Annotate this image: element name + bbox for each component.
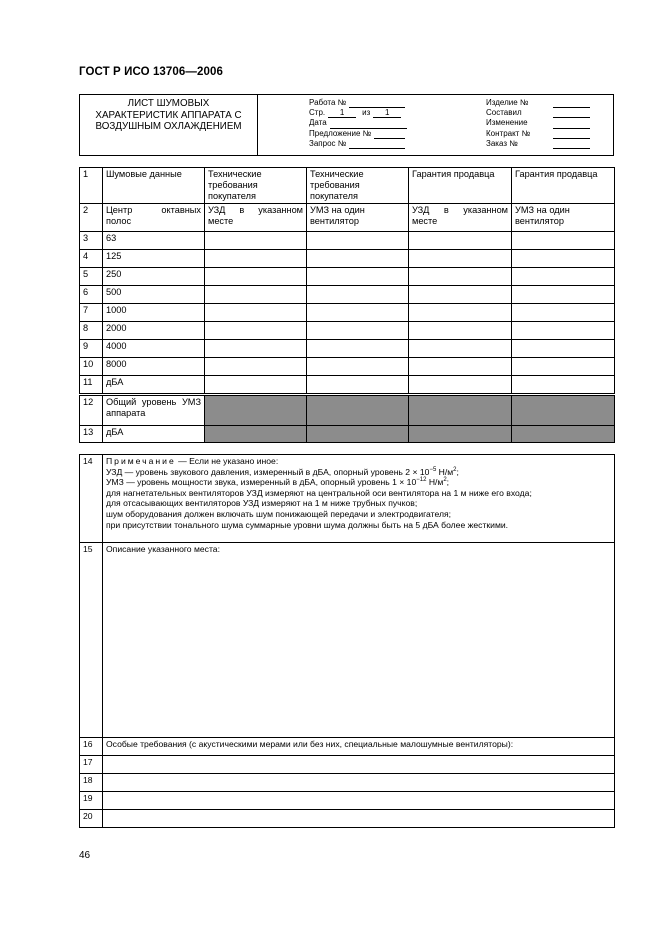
table-row <box>80 810 615 828</box>
row-number: 7 <box>80 304 103 322</box>
row-number: 9 <box>80 340 103 358</box>
value-cell[interactable] <box>307 286 409 304</box>
value-cell[interactable] <box>307 250 409 268</box>
value-cell[interactable] <box>205 250 307 268</box>
note-exponent: 2 <box>453 466 457 473</box>
table-row <box>80 232 615 250</box>
work-field[interactable] <box>349 98 405 108</box>
value-cell[interactable] <box>409 340 512 358</box>
row-label: дБА <box>103 426 205 443</box>
sheet-right-fields <box>486 98 590 149</box>
page-label: Стр. <box>309 108 326 118</box>
special-requirements-field[interactable]: Особые требования (с акустическими мерами или без них, специальные малошумные вентиляторы): <box>103 738 615 756</box>
value-cell[interactable] <box>409 358 512 376</box>
value-cell[interactable] <box>307 376 409 394</box>
location-description-field[interactable]: Описание указанного места: <box>103 543 615 738</box>
value-cell[interactable] <box>205 304 307 322</box>
row-label: Общий уровень УМЗ аппарата <box>103 396 205 426</box>
value-cell[interactable] <box>512 232 615 250</box>
value-cell[interactable] <box>512 340 615 358</box>
sheet-info-block <box>79 94 614 156</box>
change-field[interactable] <box>553 119 590 129</box>
value-cell[interactable] <box>512 358 615 376</box>
header-cell: Гарантия продавца <box>409 168 512 204</box>
note-line: шум оборудования должен включать шум понижающей передачи и электродвигателя; <box>106 508 452 519</box>
table-row <box>80 738 615 756</box>
value-cell[interactable] <box>205 268 307 286</box>
value-cell[interactable] <box>409 304 512 322</box>
table-row <box>80 340 615 358</box>
table-row <box>80 286 615 304</box>
header-cell: УЗД в указанном месте <box>205 204 307 232</box>
empty-entry-cell[interactable] <box>103 810 615 828</box>
table-row <box>80 322 615 340</box>
shaded-cell <box>307 426 409 443</box>
header-cell: УМЗ на один вентилятор <box>512 204 615 232</box>
header-cell: Гарантия продавца <box>512 168 615 204</box>
table-row <box>80 358 615 376</box>
header-cell: УМЗ на один вентилятор <box>307 204 409 232</box>
value-cell[interactable] <box>205 376 307 394</box>
notes-table <box>79 454 615 828</box>
value-cell[interactable] <box>307 340 409 358</box>
request-field[interactable] <box>349 139 405 149</box>
empty-entry-cell[interactable] <box>103 774 615 792</box>
value-cell[interactable] <box>307 358 409 376</box>
table-row <box>80 376 615 394</box>
row-number: 16 <box>80 738 103 756</box>
table-row <box>80 168 615 204</box>
request-label: Запрос № <box>309 138 347 148</box>
row-label: 125 <box>103 250 205 268</box>
item-field[interactable] <box>553 98 590 108</box>
row-label: 500 <box>103 286 205 304</box>
shaded-cell <box>409 426 512 443</box>
value-cell[interactable] <box>409 322 512 340</box>
table-row <box>80 792 615 810</box>
table-row <box>80 268 615 286</box>
value-cell[interactable] <box>512 286 615 304</box>
shaded-cell <box>512 426 615 443</box>
value-cell[interactable] <box>307 304 409 322</box>
row-number: 8 <box>80 322 103 340</box>
row-number: 17 <box>80 756 103 774</box>
contract-label: Контракт № <box>486 128 531 138</box>
row-number: 20 <box>80 810 103 828</box>
row-number: 14 <box>80 455 103 543</box>
header-cell: Технические требования покупателя <box>205 168 307 204</box>
row-number: 15 <box>80 543 103 738</box>
compiled-field[interactable] <box>553 108 590 118</box>
sheet-title-line: ХАРАКТЕРИСТИК АППАРАТА С <box>95 109 242 121</box>
proposal-field[interactable] <box>374 129 405 139</box>
row-label: 8000 <box>103 358 205 376</box>
page-field[interactable]: 1 <box>328 108 356 118</box>
table-row <box>80 774 615 792</box>
note-text: УМЗ — уровень мощности звука, измеренный в дБА, опорный уровень 1 × 10 <box>106 477 417 488</box>
table-row <box>80 455 615 543</box>
shaded-cell <box>512 396 615 426</box>
note-cell <box>103 455 615 543</box>
row-label: 250 <box>103 268 205 286</box>
row-label: 63 <box>103 232 205 250</box>
document-header: ГОСТ Р ИСО 13706—2006 <box>79 66 224 78</box>
row-number: 6 <box>80 286 103 304</box>
note-text: УЗД — уровень звукового давления, измеренный в дБА, опорный уровень 2 × 10 <box>106 466 430 477</box>
table-row <box>80 756 615 774</box>
shaded-cell <box>205 426 307 443</box>
note-heading-line <box>106 456 611 467</box>
row-label: 1000 <box>103 304 205 322</box>
value-cell[interactable] <box>512 250 615 268</box>
row-number: 3 <box>80 232 103 250</box>
note-text: Н/м <box>426 477 444 488</box>
value-cell[interactable] <box>205 340 307 358</box>
note-line: при присутствии тонального шума суммарные уровни шума должны быть на 5 дБА более жесткими. <box>106 519 509 530</box>
header-cell: Технические требования покупателя <box>307 168 409 204</box>
row-number: 10 <box>80 358 103 376</box>
value-cell[interactable] <box>409 250 512 268</box>
value-cell[interactable] <box>409 268 512 286</box>
row-label: 2000 <box>103 322 205 340</box>
value-cell[interactable] <box>409 286 512 304</box>
note-heading-rest: — Если не указано иное: <box>175 456 279 466</box>
shaded-cell <box>307 396 409 426</box>
table-row <box>80 250 615 268</box>
date-field[interactable] <box>330 119 407 129</box>
date-label: Дата <box>309 118 327 128</box>
note-line: для нагнетательных вентиляторов УЗД измеряют на центральной оси вентилятора на 1 м ниже его входа; <box>106 487 532 498</box>
table-row <box>80 543 615 738</box>
row-number: 2 <box>80 204 103 232</box>
note-line <box>106 477 611 488</box>
compiled-label: Составил <box>486 108 522 118</box>
shaded-cell <box>205 396 307 426</box>
value-cell[interactable] <box>307 322 409 340</box>
row-number: 19 <box>80 792 103 810</box>
note-exponent: 2 <box>443 477 447 484</box>
of-field[interactable]: 1 <box>373 108 401 118</box>
empty-entry-cell[interactable] <box>103 756 615 774</box>
table-row <box>80 304 615 322</box>
header-cell: УЗД в указанном месте <box>409 204 512 232</box>
row-label: дБА <box>103 376 205 394</box>
order-field[interactable] <box>553 139 590 149</box>
value-cell[interactable] <box>205 232 307 250</box>
note-exponent: −5 <box>429 466 437 473</box>
row-number: 1 <box>80 168 103 204</box>
value-cell[interactable] <box>307 268 409 286</box>
row-number: 4 <box>80 250 103 268</box>
sheet-mid-fields <box>309 98 407 149</box>
value-cell[interactable] <box>205 286 307 304</box>
note-heading: Примечание <box>106 456 176 466</box>
note-text: ; <box>446 477 450 488</box>
value-cell[interactable] <box>512 322 615 340</box>
value-cell[interactable] <box>512 304 615 322</box>
value-cell[interactable] <box>409 232 512 250</box>
value-cell[interactable] <box>205 358 307 376</box>
row-number: 11 <box>80 376 103 394</box>
empty-entry-cell[interactable] <box>103 792 615 810</box>
sheet-title <box>80 95 258 155</box>
row-number: 5 <box>80 268 103 286</box>
header-cell: Шумовые данные <box>103 168 205 204</box>
change-label: Изменение <box>486 118 528 128</box>
table-row <box>80 204 615 232</box>
work-label: Работа № <box>309 98 347 107</box>
header-cell: Центр октавных полос <box>103 204 205 232</box>
overall-level-table <box>79 395 615 443</box>
table-row <box>80 426 615 443</box>
row-number: 18 <box>80 774 103 792</box>
order-label: Заказ № <box>486 138 518 148</box>
row-label: 4000 <box>103 340 205 358</box>
value-cell[interactable] <box>307 232 409 250</box>
contract-field[interactable] <box>553 129 590 139</box>
value-cell[interactable] <box>512 376 615 394</box>
sheet-title-line: ЛИСТ ШУМОВЫХ <box>127 98 210 109</box>
row-number: 12 <box>80 396 103 426</box>
of-label: из <box>362 108 371 118</box>
note-line: для отсасывающих вентиляторов УЗД измеряют на 1 м ниже трубных пучков; <box>106 498 418 509</box>
proposal-label: Предложение № <box>309 128 372 138</box>
note-exponent: −12 <box>416 477 427 484</box>
note-line <box>106 467 611 478</box>
shaded-cell <box>409 396 512 426</box>
value-cell[interactable] <box>409 376 512 394</box>
note-text: Н/м <box>436 466 454 477</box>
item-label: Изделие № <box>486 98 529 107</box>
page-number: 46 <box>79 850 91 861</box>
value-cell[interactable] <box>205 322 307 340</box>
table-row <box>80 396 615 426</box>
noise-data-table <box>79 167 615 394</box>
note-text: ; <box>456 466 459 477</box>
sheet-title-line: ВОЗДУШНЫМ ОХЛАЖДЕНИЕМ <box>95 121 242 132</box>
row-number: 13 <box>80 426 103 443</box>
value-cell[interactable] <box>512 268 615 286</box>
